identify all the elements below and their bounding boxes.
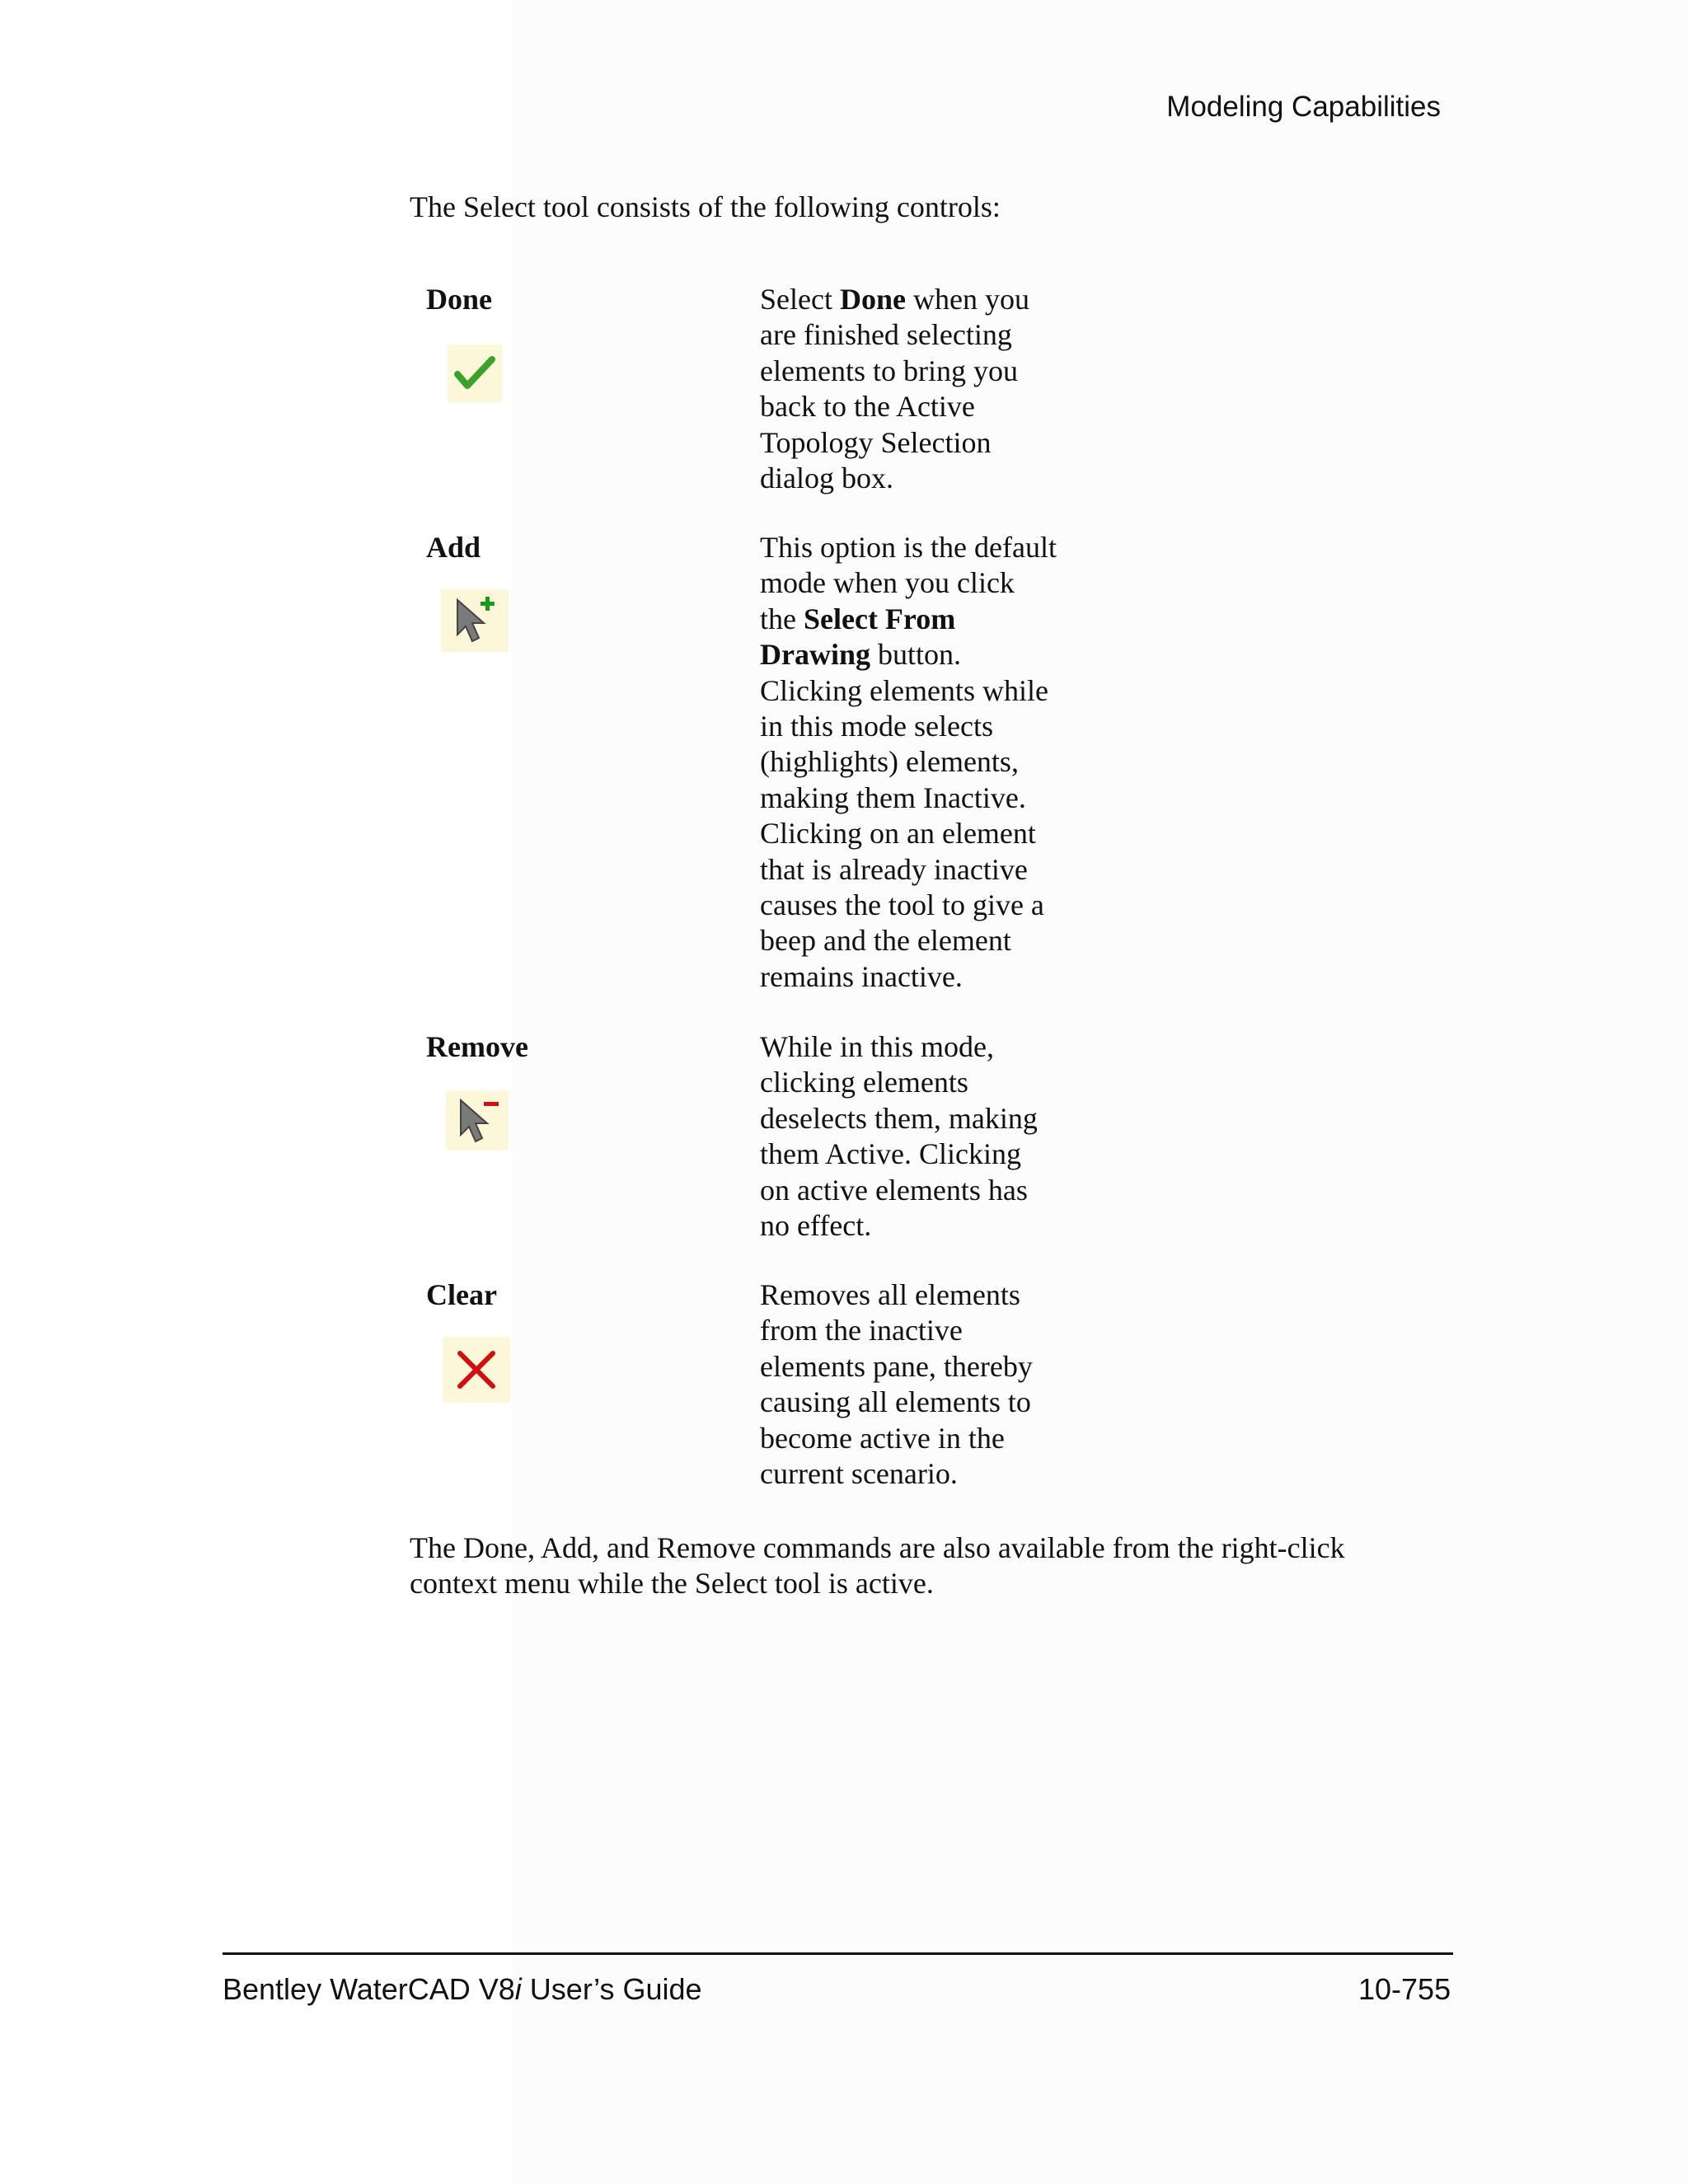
page-background — [511, 0, 1688, 2184]
desc-done: Select Done when you are finished selecting elements to bring you back to the Active Topology Selection dialog box. — [760, 283, 1029, 495]
footer-guide-title: Bentley WaterCAD V8i User’s Guide — [223, 1972, 702, 2006]
footer-divider — [223, 1952, 1453, 1955]
desc-add: This option is the default mode when you click the Select From Drawing button. Clicking elements while in this mode selects (highlights) elements, making them Inactive. Clicking on an element that is already inactive causes the tool to give a beep and the element remains inactive. — [760, 531, 1057, 993]
term-clear: Clear — [426, 1278, 497, 1311]
term-done: Done — [426, 283, 492, 316]
desc-remove: While in this mode, clicking elements deselects them, making them Active. Clicking on active elements has no effect. — [760, 1030, 1038, 1243]
clear-x-icon — [443, 1337, 510, 1403]
checkmark-icon — [448, 344, 502, 402]
intro-paragraph: The Select tool consists of the following controls: — [410, 190, 1001, 223]
footer-page-number: 10-755 — [1358, 1972, 1451, 2006]
closing-paragraph: The Done, Add, and Remove commands are also available from the right-click context menu while the Select tool is active. — [410, 1531, 1345, 1601]
select-remove-cursor-icon — [446, 1090, 509, 1150]
select-add-cursor-icon — [441, 589, 509, 652]
term-add: Add — [426, 531, 481, 564]
term-remove: Remove — [426, 1030, 528, 1063]
page-header-title: Modeling Capabilities — [1166, 91, 1441, 123]
desc-clear: Removes all elements from the inactive elements pane, thereby causing all elements to become active in the current scenario. — [760, 1278, 1033, 1491]
